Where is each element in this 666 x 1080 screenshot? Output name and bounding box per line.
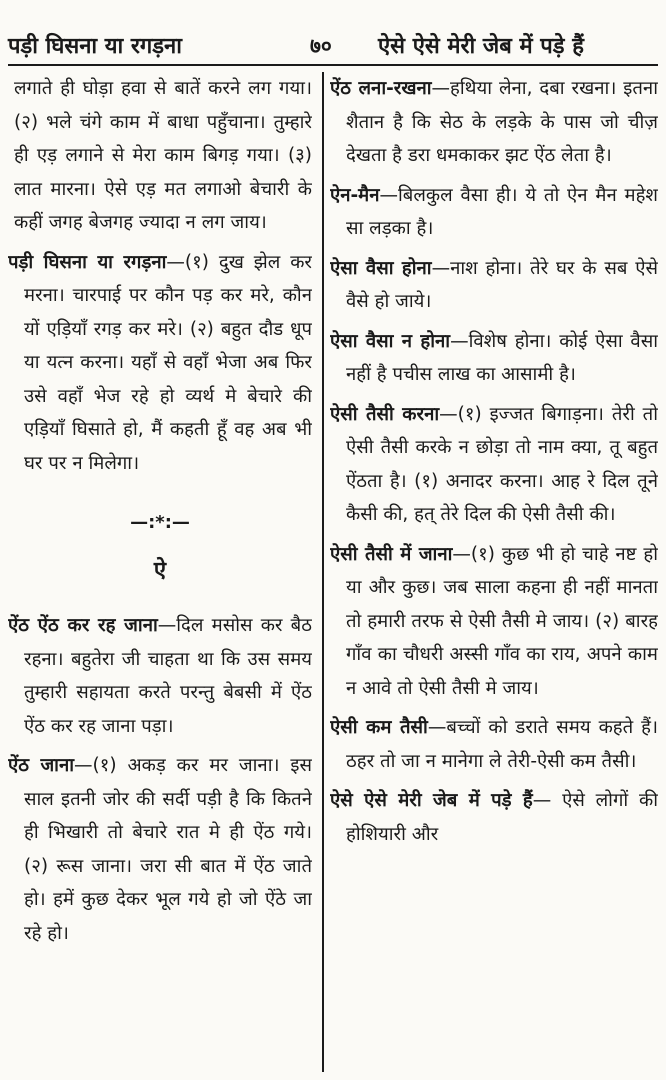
entry-definition: —(१) अकड़ कर मर जाना। इस साल इतनी जोर की सर्दी पड़ी है कि कितने ही भिखारी तो बेचारे रात मे ही ऐंठ गये। (२) रूस जाना। जरा सी बात में ऐंठ जाते हो। हमें कुछ देकर भूल गये हो जो ऐंठे जा रहे हो। bbox=[24, 755, 312, 944]
dictionary-entry bbox=[330, 252, 658, 319]
right-column bbox=[330, 72, 658, 1080]
entry-headword: ऐसे ऐसे मेरी जेब में पड़े हैं bbox=[330, 790, 533, 811]
entry-definition: —नाश होना। तेरे घर के सब ऐसे वैसे हो जाये। bbox=[346, 257, 658, 312]
entry-headword: ऐन-मैन bbox=[330, 184, 380, 206]
left-column bbox=[8, 72, 312, 1080]
entry-headword: ऐसा वैसा न होना bbox=[330, 330, 451, 352]
entry-definition: —दिल मसोस कर बैठ रहना। बहुतेरा जी चाहता था कि उस समय तुम्हारी सहायता करते परन्तु बेबसी में ऐंठ ऐंठ कर रह जाना पड़ा। bbox=[24, 615, 312, 737]
entry-definition: —हथिया लेना, दबा रखना। इतना शैतान है कि सेठ के लड़के के पास जो चीज़ देखता है डरा धमकाकर झट ऐंठ लेता है। bbox=[346, 78, 658, 166]
entry-headword: ऐंठ ऐंठ कर रह जाना bbox=[8, 615, 158, 636]
page-number: ७० bbox=[310, 34, 332, 58]
column-divider bbox=[322, 72, 324, 1072]
dictionary-entry bbox=[8, 749, 312, 950]
entry-headword: पड़ी घिसना या रगड़ना bbox=[8, 251, 167, 273]
entry-headword: ऐंठ जाना bbox=[8, 755, 75, 776]
entry-definition: —(१) कुछ भी हो चाहे नष्ट हो या और कुछ। जब साला कहना ही नहीं मानता तो हमारी तरफ से ऐसी तैसी मे जाय। (२) बारह गाँव का चौधरी अस्सी गाँव का राय, अपने काम न आवे तो ऐसी तैसी मे जाय। bbox=[346, 543, 658, 699]
continued-entry-text: लगाते ही घोड़ा हवा से बातें करने लग गया। (२) भले चंगे काम में बाधा पहुँचाना। तुम्हारे ही एड़ लगाने से मेरा काम बिगड़ गया। (३) लात मारना। ऐसे एड़ मत लगाओ बेचारी के कहीं जगह बेजगह ज्यादा न लग जाय। bbox=[14, 78, 312, 233]
dictionary-entry bbox=[330, 538, 658, 706]
dictionary-entry bbox=[330, 72, 658, 173]
left-guide-word: पड़ी घिसना या रगड़ना bbox=[8, 34, 182, 59]
section-letter: ऐ bbox=[153, 557, 167, 583]
entry-definition: —विशेष होना। कोई ऐसा वैसा नहीं है पचीस लाख का आसामी है। bbox=[346, 330, 658, 385]
dictionary-entry bbox=[8, 609, 312, 743]
dictionary-entry bbox=[330, 179, 658, 246]
entry-headword: ऐसी तैसी करना bbox=[330, 403, 440, 425]
entry-headword: ऐंठ लना-रखना bbox=[330, 78, 432, 99]
entry-definition: —(१) दुख झेल कर मरना। चारपाई पर कौन पड़ कर मरे, कौन यों एड़ियाँ रगड़ कर मरे। (२) बहुत दौड धूप या यत्न करना। यहाँ से वहाँ भेजा अब फिर उसे वहाँ भेज रहे हो व्यर्थ मे बेचारे की एड़ियाँ घिसाते हो, मैं कहती हूँ वह अब भी घर पर न मिलेगा। bbox=[24, 251, 312, 474]
dictionary-entry bbox=[330, 711, 658, 778]
entry-definition: —बिलकुल वैसा ही। ये तो ऐन मैन महेश सा लड़का है। bbox=[346, 184, 658, 239]
dictionary-entry bbox=[330, 398, 658, 532]
dictionary-entry bbox=[330, 784, 658, 851]
entry-definition: —बच्चों को डराते समय कहते हैं। ठहर तो जा न मानेगा ले तेरी-ऐसी कम तैसी। bbox=[346, 717, 658, 772]
header-rule bbox=[8, 64, 658, 66]
entry-definition: — ऐसे लोगों की होशियारी और bbox=[346, 790, 658, 845]
section-ornament: —:*:— bbox=[130, 512, 190, 533]
entry-headword: ऐसा वैसा होना bbox=[330, 257, 432, 279]
entry-headword: ऐसी कम तैसी bbox=[330, 717, 428, 738]
entry-headword: ऐसी तैसी में जाना bbox=[330, 543, 453, 565]
dictionary-entry bbox=[8, 246, 312, 481]
dictionary-entry bbox=[330, 325, 658, 392]
right-guide-word: ऐसे ऐसे मेरी जेब में पड़े हैं bbox=[378, 34, 584, 59]
entry-definition: —(१) इज्जत बिगाड़ना। तेरी तो ऐसी तैसी करके न छोड़ा तो नाम क्या, तू बहुत ऐंठता है। (१) अनादर करना। आह रे दिल तूने कैसी की, हत् तेरे दिल की ऐसी तैसी की। bbox=[346, 403, 658, 525]
running-header bbox=[0, 0, 666, 60]
